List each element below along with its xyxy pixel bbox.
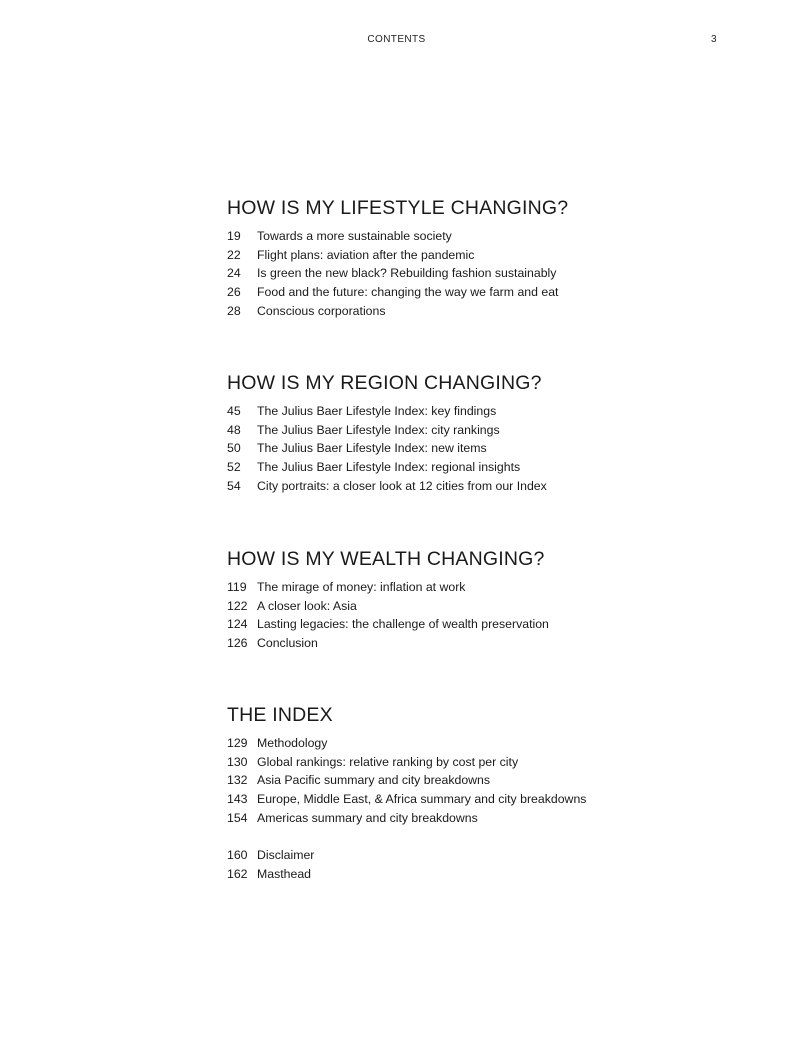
toc-entry-page: 19: [227, 229, 241, 243]
toc-entry-page: 52: [227, 460, 241, 475]
toc-entry-title: Disclaimer: [257, 848, 315, 862]
toc-entry[interactable]: [227, 615, 747, 634]
toc-entry[interactable]: [227, 578, 747, 597]
toc-entry[interactable]: [227, 477, 747, 496]
toc-entry[interactable]: [227, 264, 747, 283]
toc-entry-title: Masthead: [257, 866, 312, 881]
toc-entry-title: A closer look: Asia: [257, 598, 357, 613]
toc-entry[interactable]: [227, 302, 747, 321]
toc-entry-title: Towards a more sustainable society: [257, 229, 452, 243]
toc-entry[interactable]: [227, 790, 747, 809]
toc-section-wealth: [227, 548, 747, 653]
toc-extra-entries: [227, 846, 747, 883]
toc-entry[interactable]: [227, 227, 747, 246]
toc-entry-page: 50: [227, 441, 241, 456]
toc-entry-title: The Julius Baer Lifestyle Index: new items: [257, 441, 487, 456]
section-heading: HOW IS MY LIFESTYLE CHANGING?: [227, 197, 569, 219]
toc-entry-title: The mirage of money: inflation at work: [257, 580, 466, 594]
toc-entry-page: 24: [227, 266, 241, 281]
toc-entry-title: Conscious corporations: [257, 303, 386, 318]
toc-entry[interactable]: [227, 402, 747, 421]
toc-entry-page: 45: [227, 404, 241, 418]
page-number: 3: [711, 34, 717, 45]
toc-entry-page: 130: [227, 754, 248, 769]
toc-entry-page: 154: [227, 810, 248, 825]
toc-entry-title: Asia Pacific summary and city breakdowns: [257, 773, 491, 788]
toc-entry-masthead[interactable]: [227, 865, 747, 884]
toc-entry-page: 160: [227, 848, 248, 862]
section-heading: THE INDEX: [227, 704, 333, 726]
toc-entry-page: 54: [227, 478, 241, 493]
toc-entry-title: Lasting legacies: the challenge of wealth preservation: [257, 617, 549, 632]
toc-entry-page: 26: [227, 285, 241, 300]
toc-section-lifestyle: [227, 197, 747, 321]
toc-entry[interactable]: [227, 439, 747, 458]
toc-entry-page: 126: [227, 636, 248, 651]
section-heading: HOW IS MY REGION CHANGING?: [227, 372, 542, 394]
toc-entry-disclaimer[interactable]: [227, 846, 747, 865]
toc-entry-title: Food and the future: changing the way we farm and eat: [257, 285, 559, 300]
toc-section-index: [227, 704, 747, 828]
toc-entry-title: The Julius Baer Lifestyle Index: regional insights: [257, 460, 521, 475]
toc-entry-title: Conclusion: [257, 636, 318, 651]
toc-entry-title: Flight plans: aviation after the pandemic: [257, 247, 475, 262]
toc-entry-page: 124: [227, 617, 248, 632]
section-heading: HOW IS MY WEALTH CHANGING?: [227, 548, 545, 570]
toc-entry-page: 129: [227, 736, 248, 750]
toc-entry-page: 48: [227, 422, 241, 437]
running-header-title: CONTENTS: [367, 34, 426, 45]
toc-entry-title: Global rankings: relative ranking by cost per city: [257, 754, 519, 769]
toc-entry[interactable]: [227, 283, 747, 302]
toc-entry[interactable]: [227, 634, 747, 653]
toc-entry[interactable]: [227, 809, 747, 828]
toc-section-region: [227, 372, 747, 496]
toc-entry-title: Methodology: [257, 736, 328, 750]
toc-entry-title: The Julius Baer Lifestyle Index: city rankings: [257, 422, 500, 437]
toc-entry[interactable]: [227, 458, 747, 477]
toc-entry-page: 22: [227, 247, 241, 262]
toc-entry-title: Europe, Middle East, & Africa summary and city breakdowns: [257, 792, 587, 807]
toc-entry[interactable]: [227, 597, 747, 616]
toc-entry-title: The Julius Baer Lifestyle Index: key findings: [257, 404, 497, 418]
toc-entry-title: Americas summary and city breakdowns: [257, 810, 478, 825]
toc-entry-title: City portraits: a closer look at 12 cities from our Index: [257, 478, 547, 493]
toc-entry-page: 162: [227, 866, 248, 881]
toc-entry-title: Is green the new black? Rebuilding fashion sustainably: [257, 266, 557, 281]
toc-entry-page: 143: [227, 792, 248, 807]
toc-entry-page: 122: [227, 598, 248, 613]
toc-entry[interactable]: [227, 734, 747, 753]
toc-entry[interactable]: [227, 246, 747, 265]
toc-entry-page: 28: [227, 303, 241, 318]
toc-entry-page: 132: [227, 773, 248, 788]
toc-entry[interactable]: [227, 753, 747, 772]
toc-entry-page: 119: [227, 580, 247, 594]
toc-entry[interactable]: [227, 771, 747, 790]
toc-entry[interactable]: [227, 421, 747, 440]
